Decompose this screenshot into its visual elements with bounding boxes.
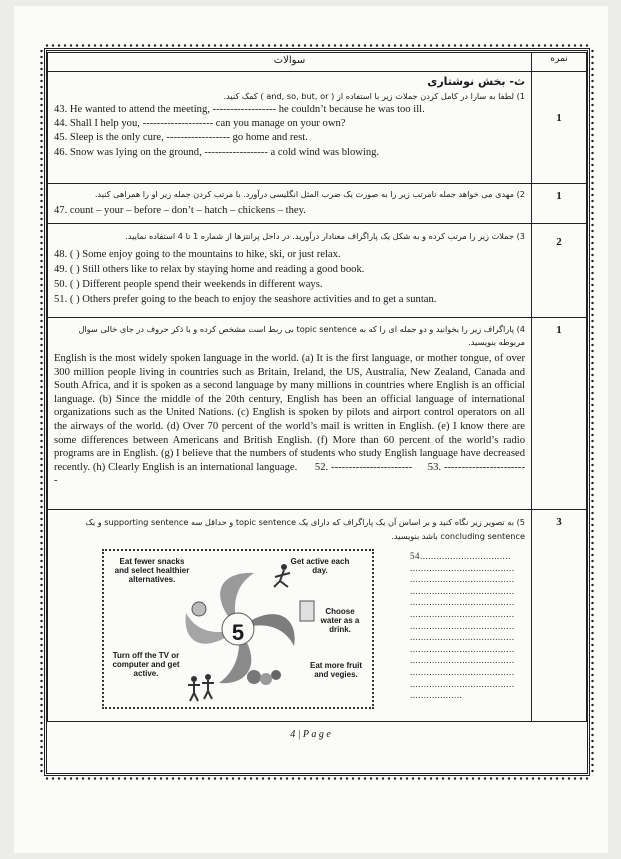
questions-header: سوالات [48, 53, 532, 72]
q2-item-47: 47. count – your – before – don’t – hatch – chickens – they. [54, 205, 306, 216]
q3-item-51: 51. ( ) Others prefer going to the beach to enjoy the seashore activities and to get a suntan. [54, 294, 437, 305]
label-tv: Turn off the TV or computer and get active. [112, 651, 180, 678]
answer-line: ...................................... [410, 632, 515, 643]
question-2 [48, 184, 532, 224]
exam-table [47, 52, 587, 722]
q1-item-43: 43. He wanted to attend the meeting, ------------------ he couldn’t because he was too ill. [54, 104, 425, 115]
kids-icon [188, 674, 214, 701]
q1-item-44: 44. Shall I help you, -------------------- can you manage on your own? [54, 118, 346, 130]
answer-line: ................... [410, 690, 463, 701]
question-3 [48, 224, 532, 318]
answer-54: 54................................. [410, 551, 511, 561]
q3-item-49: 49. ( ) Still others like to relax by staying home and reading a good book. [54, 264, 365, 275]
q3-score: 2 [532, 224, 587, 318]
q1-score: 1 [532, 72, 587, 184]
q5-score: 3 [532, 510, 587, 722]
label-active: Get active each day. [290, 557, 350, 575]
question-1-row [48, 72, 587, 184]
question-2-row [48, 184, 587, 224]
q2-instruction: 2) مهدی می خواهد جمله نامرتب زیر را به صورت یک ضرب المثل انگلیسی درآورد. با مرتب کردن جمله زیر او را همراهی کنید. [94, 189, 525, 199]
q4-blank-52: 52. ----------------------- [314, 461, 413, 473]
q3-item-50: 50. ( ) Different people spend their weekends in different ways. [54, 279, 323, 290]
answer-line: ...................................... [410, 597, 515, 608]
q1-item-45: 45. Sleep is the only cure, ------------------ go home and rest. [54, 132, 308, 144]
question-3-row [48, 224, 587, 318]
label-snacks: Eat fewer snacks and select healthier alternatives. [114, 557, 190, 584]
answer-line: ...................................... [410, 643, 515, 654]
question-4 [48, 318, 532, 510]
score-header: نمره [532, 53, 587, 72]
q4-instruction: 4) پاراگراف زیر را بخوانید و دو جمله ای را که به topic sentence بی ربط است مشخص کرده و با ذکر حروف در جای خالی سوال مربوطه بنویسید. [78, 324, 525, 347]
label-fruit: Eat more fruit and vegies. [309, 661, 362, 679]
center-number: 5 [231, 620, 245, 645]
question-5-row [48, 510, 587, 722]
question-5 [48, 510, 532, 722]
q4-paragraph: English is the most widely spoken language in the world. (a) It is the first language, or mother tongue, of over 300 million people living in countries such as Britain, Ireland, the US, Australia, New Zealand, Canada and South Africa, and it is spoken as a second language by many millions in countries where English is an official language. (b) Since the middle of the 20th century, English has been an official language of international organizations such as the United Nations. (c) English is spoken by pilots and airport control operators on all the airways of the world. (d) Over 70 percent of the world’s mail is written in English. (e) I know there are some differences between Americans and British English. (f) More than 60 percent of the world’s radio programs are in English. (g) I believe that the numbers of students who study English language have decreased recently. (h) Clearly English is an international language. [54, 353, 525, 473]
q3-instruction: 3) جملات زیر را مرتب کرده و به شکل یک پاراگراف معنادار درآورید. در داخل پرانتزها از شماره 1 تا 4 استفاده نمایید. [125, 231, 525, 241]
runner-icon [274, 564, 290, 587]
question-1 [48, 72, 532, 184]
q1-item-46: 46. Snow was lying on the ground, ------------------ a cold wind was blowing. [54, 146, 380, 158]
q1-instruction: 1) لطفا به سارا در کامل کردن جملات زیر با استفاده از ( and, so, but, or ) کمک کنید. [223, 91, 525, 101]
q4-paragraph-block [54, 352, 525, 488]
answer-line: ...................................... [410, 678, 515, 689]
section-title: ث- بخش نوشتاری [427, 75, 525, 88]
border-dots-bottom [44, 776, 590, 781]
glass-icon [300, 601, 314, 621]
answer-line: ...................................... [410, 655, 515, 666]
fruit-icon [247, 670, 281, 685]
q4-score: 1 [532, 318, 587, 510]
answer-line: ...................................... [410, 585, 515, 596]
page-footer: 4 | P a g e [290, 729, 331, 740]
healthy-habits-illustration [102, 549, 374, 709]
answer-lines [410, 551, 530, 702]
header-row [48, 53, 587, 72]
q2-score: 1 [532, 184, 587, 224]
q5-instruction: 5) به تصویر زیر نگاه کنید و بر اساس آن یک پاراگراف که دارای یک topic sentence و حداقل سه supporting sentence و یک concluding sentence باشد بنویسید. [85, 517, 525, 541]
cookie-icon [192, 602, 206, 616]
border-dots-right [590, 48, 595, 776]
answer-line: ...................................... [410, 574, 515, 585]
answer-line: ...................................... [410, 562, 515, 573]
answer-line: ...................................... [410, 666, 515, 677]
answer-line: ...................................... [410, 620, 515, 631]
answer-line: ...................................... [410, 608, 515, 619]
q3-item-48: 48. ( ) Some enjoy going to the mountains to hike, ski, or just relax. [54, 249, 341, 260]
label-water: Choose water as a drink. [320, 607, 360, 634]
question-4-row [48, 318, 587, 510]
q4-blank-53: 53. ------------------------ [54, 461, 525, 487]
